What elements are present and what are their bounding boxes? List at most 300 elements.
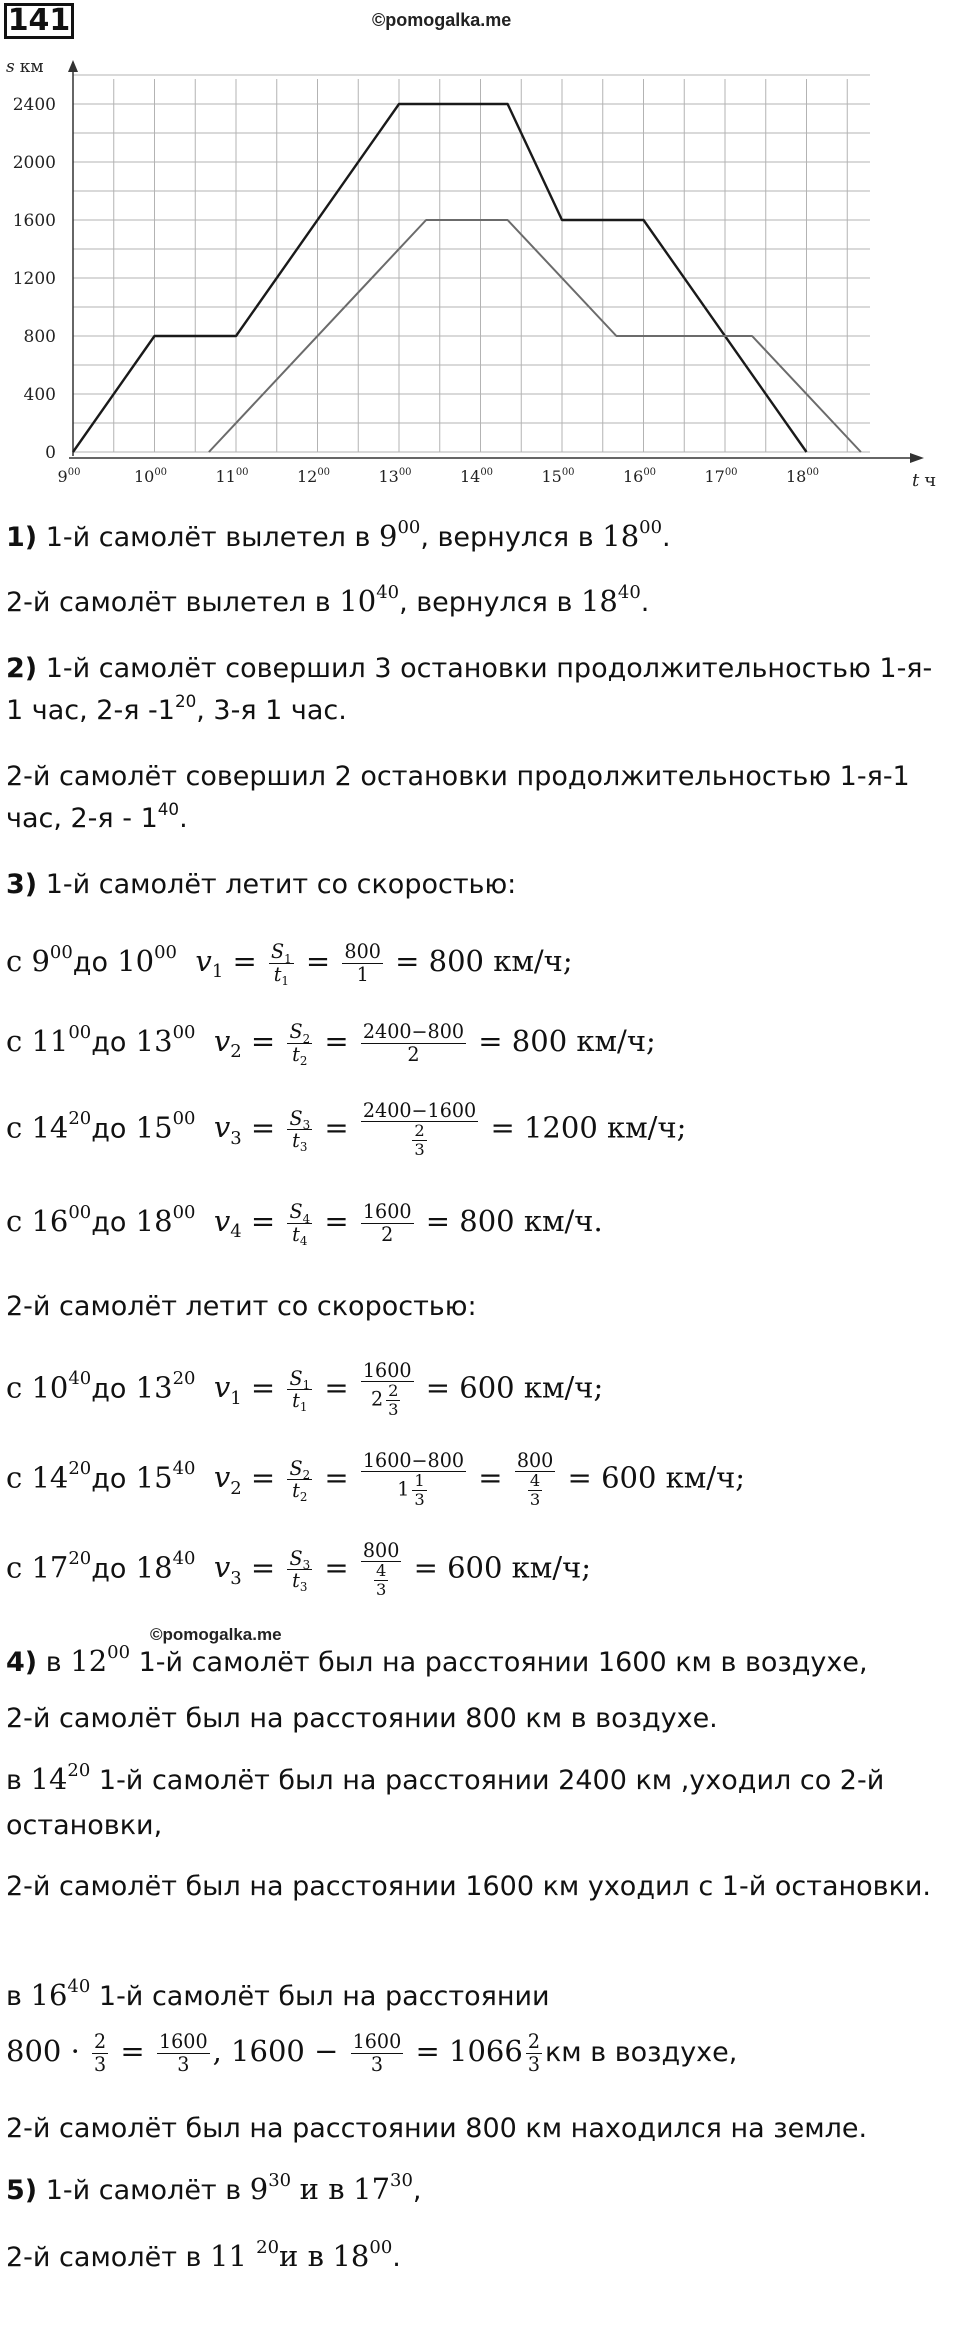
result: = 800 км/ч;: [478, 1024, 656, 1058]
answer-1-line-1: [6, 515, 956, 562]
variable: [289, 1200, 311, 1226]
formula-part: 3: [414, 1489, 425, 1509]
answer-4-line-2: [6, 1698, 956, 1740]
y-tick-label: 400: [23, 385, 56, 405]
text: .: [392, 2242, 401, 2273]
variable-letter: t: [273, 962, 282, 986]
formula-part: 1: [397, 1477, 410, 1501]
numerator: [528, 1472, 542, 1491]
text: и в: [279, 2239, 324, 2273]
hour: 16: [30, 1978, 68, 2012]
x-tick-label: $14^{00}$: [459, 467, 494, 486]
result: = 600 км/ч;: [413, 1550, 592, 1585]
fraction: [92, 2031, 108, 2074]
fraction: [361, 1021, 466, 1064]
x-tick-label: $11^{00}$: [215, 467, 249, 486]
hour: 18: [135, 1204, 173, 1238]
minute: 00: [172, 1022, 196, 1044]
hour: 18: [135, 1550, 173, 1585]
formula-part: 4: [375, 1561, 387, 1581]
variable: [271, 940, 292, 966]
text: до: [91, 1027, 127, 1058]
fraction: [351, 2031, 404, 2074]
variable-index: 3: [299, 1580, 308, 1595]
x-tick-minutes: 00: [806, 467, 820, 478]
x-tick-labels: [58, 467, 820, 486]
hour: 9: [31, 944, 50, 978]
variable: [292, 1388, 308, 1415]
numerator: [361, 1540, 402, 1562]
variable-index: 4: [299, 1233, 308, 1248]
answer-4-para-3: [6, 1758, 956, 1847]
variable: [289, 1456, 311, 1483]
fraction: [342, 941, 383, 984]
variable-letter: S: [289, 1020, 303, 1044]
x-tick-minutes: 00: [724, 467, 738, 478]
denominator: [361, 1044, 466, 1065]
variable-letter: v: [195, 944, 212, 978]
text: с: [6, 1204, 23, 1238]
time: [602, 519, 662, 553]
hour: 12: [70, 1644, 108, 1678]
variable-letter: S: [271, 940, 285, 964]
numerator: [386, 1382, 400, 1401]
x-tick-minutes: 00: [480, 467, 494, 478]
text: .: [179, 803, 188, 834]
formula-part: 2: [388, 1381, 399, 1401]
denominator: [374, 1581, 388, 1599]
time: [31, 1762, 91, 1796]
fraction: [528, 1472, 542, 1509]
y-tick-labels: [13, 95, 56, 463]
x-tick-label: $13^{00}$: [378, 467, 412, 486]
formula-part: 3: [414, 1139, 425, 1159]
y-tick-label: 0: [45, 443, 56, 463]
y-axis-arrow: [68, 60, 78, 72]
hour: 9: [249, 2172, 269, 2206]
x-tick-label: $12^{00}$: [296, 467, 331, 486]
x-tick-label: $9^{00}$: [57, 467, 81, 486]
variable-letter: v: [213, 1460, 231, 1495]
numerator: [287, 1020, 312, 1046]
text: .: [662, 522, 671, 553]
speed-row: с $10^{40}до$ $13^{20}$ $v_1$ = $\frac{S_1}{t_1}$ = 1600 2 $\frac{2}{3}$ = 600 км/ч;: [6, 1359, 604, 1419]
variable-index: 1: [284, 951, 292, 966]
numerator: [287, 1546, 312, 1573]
variable-index: 3: [302, 1118, 311, 1133]
y-axis-unit: км: [19, 57, 44, 77]
text: 2-й самолёт был на расстоянии 800 км находился на земле.: [6, 2113, 868, 2144]
text: 2-й самолёт был на расстоянии 1600 км уходил с 1-й остановки.: [6, 1871, 932, 1902]
variable-index: 3: [302, 1558, 311, 1573]
denominator: [342, 964, 383, 985]
formula-part: 4: [529, 1471, 541, 1491]
variable-index: 3: [230, 1567, 242, 1589]
answer-4-line-7: [6, 2108, 956, 2150]
denominator: [412, 1491, 426, 1509]
answer-3-heading: [6, 864, 956, 906]
numerator: [361, 1100, 478, 1122]
x-axis-unit: ч: [924, 470, 937, 491]
x-tick-minutes: 00: [643, 467, 657, 478]
variable: [213, 1460, 242, 1499]
x-tick-minutes: 00: [67, 467, 81, 478]
denominator: [287, 1128, 312, 1155]
text: с: [6, 1460, 23, 1495]
text: до: [91, 1553, 127, 1585]
minute: 20: [67, 1760, 91, 1782]
hour: 14: [31, 1110, 69, 1145]
denominator: 3: [94, 2052, 107, 2076]
speed-row: с $14^{20}до$ $15^{40}$ $v_2$ = $\frac{S_2}{t_2}$ = 1600−800 1 $\frac{1}{3}$ = $\frac{800}{\frac{4}{3}}$ = 600 км/ч;: [6, 1449, 746, 1509]
hour: 18: [332, 2239, 370, 2273]
time: [31, 1978, 91, 2012]
text: 2-й самолёт совершил 2 остановки продолжительностью 1-я-1 час, 2-я - 1: [6, 761, 910, 834]
formula-part: 1600−800: [362, 1449, 465, 1472]
denominator: [287, 1042, 312, 1068]
variable: [213, 1550, 242, 1589]
denominator: [287, 1222, 312, 1248]
numerator: 2: [94, 2030, 107, 2054]
watermark: ©pomogalka.me: [372, 10, 512, 30]
numerator: [361, 1360, 414, 1382]
denominator: [515, 1472, 556, 1509]
text: , 3-я 1 час.: [196, 695, 347, 726]
minute: 20: [174, 690, 197, 711]
formula-part: 2: [381, 1222, 394, 1246]
speed-row: с $14^{20}до$ $15^{00}$ $v_3$ = $\frac{S_3}{t_3}$ = $\frac{2400-1600}{\frac{2}{3}}$ = 1200 км/ч;: [6, 1099, 687, 1159]
variable-index: 4: [302, 1211, 311, 1226]
result: = 800 км/ч;: [395, 944, 573, 978]
numerator: [412, 1122, 426, 1141]
variable-index: 3: [230, 1127, 242, 1149]
variable: [292, 1128, 308, 1155]
minute: 00: [172, 1108, 196, 1130]
hour: 15: [135, 1460, 173, 1495]
variable-letter: S: [289, 1366, 303, 1390]
fraction: [374, 1562, 388, 1599]
minute: 40: [172, 1548, 196, 1570]
formula-part: 1: [414, 1471, 425, 1491]
formula-part: 1: [356, 962, 369, 986]
answer-5-line-2: [6, 2235, 956, 2282]
minute: 40: [376, 582, 400, 604]
answer-4-formula: [6, 2030, 956, 2075]
text: ,: [412, 2175, 422, 2206]
formula-part: 2: [370, 1387, 384, 1411]
x-tick-minutes: 00: [561, 467, 575, 478]
variable-index: 1: [302, 1378, 311, 1393]
x-tick-minutes: 00: [317, 467, 331, 478]
numerator: [287, 1200, 312, 1226]
variable-letter: S: [289, 1200, 303, 1224]
minute: 00: [107, 1642, 131, 1664]
answer-5-label: 5): [6, 2175, 38, 2206]
y-axis-label: [6, 57, 44, 77]
text: 1-й самолёт был на расстоянии: [98, 1981, 550, 2012]
text: до: [91, 1373, 127, 1405]
denominator: [361, 1472, 466, 1509]
formula-part: 800 ·: [6, 2034, 80, 2068]
minute: 00: [397, 517, 421, 539]
numerator: [287, 1456, 312, 1483]
variable: [289, 1106, 311, 1133]
minute: 30: [268, 2170, 292, 2192]
minute: 00: [68, 1022, 92, 1044]
problem-number: 141: [4, 3, 74, 39]
formula-part: 2400−1600: [362, 1099, 477, 1122]
answer-5-line-1: [6, 2168, 956, 2215]
formula-part: 3: [375, 1579, 387, 1599]
variable: [213, 1370, 242, 1409]
formula-part: 2400−800: [362, 1020, 465, 1044]
y-tick-label: 2000: [12, 153, 56, 173]
variable: [289, 1546, 311, 1573]
variable-letter: v: [213, 1110, 231, 1145]
y-axis-var: s: [6, 57, 15, 77]
variable-index: 4: [230, 1221, 242, 1243]
answer-4-line-5: [6, 1974, 956, 2021]
text: в: [45, 1647, 62, 1678]
fraction: [515, 1450, 556, 1509]
formula-part: 800: [516, 1449, 554, 1472]
text: в: [6, 1981, 22, 2012]
numerator: 1600: [352, 2030, 402, 2054]
hour: 17: [31, 1550, 69, 1585]
time: [339, 584, 399, 618]
fraction: [361, 1201, 414, 1244]
fraction: [287, 1020, 312, 1068]
variable-index: 1: [230, 1387, 242, 1409]
answer-2-label: 2): [6, 653, 38, 684]
variable-index: 1: [211, 961, 224, 983]
variable: [292, 1568, 308, 1595]
denominator: [412, 1141, 426, 1159]
denominator: [287, 1388, 312, 1415]
answer-1-label: 1): [6, 522, 38, 553]
numerator: [374, 1562, 388, 1581]
variable-letter: v: [213, 1204, 231, 1238]
text: до: [72, 947, 108, 978]
y-tick-label: 1600: [12, 211, 56, 231]
denominator: [361, 1382, 414, 1419]
answer-1-line-2: [6, 580, 956, 627]
variable-index: 2: [302, 1031, 311, 1046]
y-tick-label: 1200: [12, 269, 56, 289]
fraction: [361, 1100, 478, 1159]
variable-letter: v: [213, 1024, 231, 1058]
result: = 600 км/ч;: [567, 1460, 746, 1495]
minute: 20: [68, 1548, 92, 1570]
hour: 18: [602, 519, 640, 553]
minute: 00: [49, 942, 73, 964]
variable: [292, 1478, 308, 1505]
x-axis-arrow: [910, 453, 924, 463]
answer-3-label: 3): [6, 869, 38, 900]
variable-index: 2: [299, 1053, 308, 1068]
text: 1-й самолёт летит со скоростью:: [45, 869, 517, 900]
x-tick-label: $15^{00}$: [541, 467, 575, 486]
numerator: 1600: [158, 2030, 208, 2054]
minute: 40: [68, 1368, 92, 1390]
minute: 40: [67, 1976, 91, 1998]
hour: 11: [31, 1024, 69, 1058]
x-tick-minutes: 00: [235, 467, 249, 478]
minute: 40: [172, 1458, 196, 1480]
y-tick-label: 2400: [12, 95, 56, 115]
text: до: [91, 1207, 127, 1238]
text: с: [6, 1550, 23, 1585]
mixed-number: [397, 1472, 430, 1509]
variable-index: 1: [299, 1400, 308, 1415]
minute: 20: [256, 2237, 280, 2259]
fraction: [287, 1546, 312, 1595]
variable-letter: t: [292, 1388, 300, 1412]
text: 1-й самолёт был на расстоянии 2400 км ,уходил со 2-й остановки,: [6, 1765, 885, 1841]
variable: [195, 944, 224, 983]
x-axis-label: [912, 470, 936, 491]
numerator: [342, 941, 383, 963]
denominator: 3: [370, 2052, 384, 2076]
mixed-number: [371, 1382, 404, 1419]
time: [70, 1644, 130, 1678]
answer-4-para-4: [6, 1866, 956, 1908]
x-tick-minutes: 00: [398, 467, 412, 478]
fraction: [287, 1106, 312, 1155]
variable-index: 2: [299, 1490, 308, 1505]
watermark-middle: ©pomogalka.me: [150, 1625, 282, 1644]
variable-letter: t: [292, 1128, 300, 1152]
text: 1-й самолёт вылетел в: [45, 522, 371, 553]
numerator: [361, 1201, 414, 1223]
hour: 14: [30, 1762, 68, 1796]
result: = 600 км/ч;: [425, 1370, 604, 1405]
x-tick-label: $18^{00}$: [785, 467, 820, 486]
x-tick-label: $17^{00}$: [704, 467, 738, 486]
fraction: [412, 1472, 426, 1509]
time: [250, 2172, 291, 2206]
variable-index: 2: [302, 1468, 311, 1483]
text: и в: [299, 2172, 345, 2206]
variable-letter: S: [289, 1456, 303, 1480]
text: до: [91, 1463, 127, 1495]
text: с: [6, 1110, 23, 1145]
formula-part: , 1600 −: [212, 2034, 339, 2068]
hour: 16: [31, 1204, 69, 1238]
formula-part: = 1066: [415, 2034, 523, 2068]
variable-letter: t: [292, 1042, 300, 1066]
axis-labels: [6, 57, 936, 491]
formula-part: 2: [414, 1121, 425, 1141]
answer-2-para-2: [6, 756, 956, 842]
formula-part: =: [120, 2034, 145, 2068]
minute: 30: [390, 2170, 413, 2192]
x-tick-label: $16^{00}$: [622, 467, 657, 486]
variable-letter: v: [213, 1370, 231, 1405]
hour: 15: [135, 1110, 173, 1145]
denominator: [287, 1568, 312, 1595]
fraction: [157, 2031, 210, 2074]
hour: 11: [210, 2239, 247, 2273]
text: 2-й самолёт в: [6, 2242, 202, 2273]
variable-letter: S: [289, 1106, 303, 1130]
fraction: [287, 1366, 312, 1415]
denominator: [361, 1562, 402, 1599]
distance-time-chart: [0, 40, 960, 495]
denominator: [386, 1401, 400, 1419]
speed-row: с $11^{00}до$ $13^{00}$ $v_2$ = $\frac{S_2}{t_2}$ = $\frac{2400-800}{2}$ = 800 км/ч;: [6, 1020, 656, 1068]
variable-index: 2: [230, 1041, 242, 1063]
text: с: [6, 944, 23, 978]
result: = 1200 км/ч;: [490, 1110, 687, 1145]
numerator: [515, 1450, 556, 1472]
formula-part: 800: [362, 1539, 400, 1562]
x-axis-var: t: [912, 470, 920, 491]
time: [353, 2172, 413, 2206]
minute: 40: [617, 582, 641, 604]
hour: 13: [135, 1024, 173, 1058]
formula-part: 1600: [362, 1359, 412, 1382]
chart-grid: [73, 75, 870, 452]
minute: 20: [68, 1108, 92, 1130]
denominator: 3: [527, 2052, 540, 2076]
result: = 800 км/ч.: [425, 1204, 603, 1238]
formula-part: км в воздухе,: [544, 2037, 738, 2068]
variable: [213, 1024, 242, 1063]
minute: 00: [68, 1202, 92, 1224]
denominator: 3: [177, 2052, 190, 2076]
text: , вернулся в: [420, 522, 594, 553]
text: 1-й самолёт в: [45, 2175, 242, 2206]
variable-letter: t: [292, 1568, 300, 1592]
denominator: [361, 1122, 478, 1159]
formula-part: 3: [388, 1399, 399, 1419]
numerator: [361, 1021, 466, 1043]
answer-3-heading-2: [6, 1286, 956, 1328]
hour: 10: [117, 944, 155, 978]
hour: 10: [339, 584, 377, 618]
numerator: [361, 1450, 466, 1472]
chart-axes: [68, 60, 924, 463]
time: [210, 2239, 279, 2273]
formula-part: 1600: [362, 1200, 412, 1224]
minute: 00: [154, 942, 177, 964]
fraction: [386, 1382, 400, 1419]
fraction: [361, 1540, 402, 1599]
denominator: [361, 1224, 414, 1245]
fraction: [287, 1200, 312, 1248]
speed-row: с $16^{00}до$ $18^{00}$ $v_4$ = $\frac{S_4}{t_4}$ = $\frac{1600}{2}$ = 800 км/ч.: [6, 1200, 603, 1248]
variable: [289, 1020, 311, 1046]
answer-4-line-1: [6, 1640, 956, 1687]
formula-part: 3: [529, 1489, 541, 1509]
text: 1-й самолёт был на расстоянии 1600 км в воздухе,: [138, 1647, 868, 1678]
numerator: [269, 940, 294, 966]
fraction: [412, 1122, 426, 1159]
variable: [213, 1110, 242, 1149]
formula-part: 800: [344, 940, 381, 964]
text: 2-й самолёт летит со скоростью:: [6, 1291, 477, 1322]
minute: 00: [172, 1202, 196, 1224]
page-header: [0, 0, 960, 40]
time: [581, 584, 641, 618]
minute: 20: [68, 1458, 92, 1480]
numerator: [412, 1472, 426, 1491]
numerator: 2: [527, 2030, 540, 2054]
denominator: [287, 1478, 312, 1505]
variable-letter: t: [292, 1478, 300, 1502]
x-tick-label: $10^{00}$: [133, 467, 168, 486]
